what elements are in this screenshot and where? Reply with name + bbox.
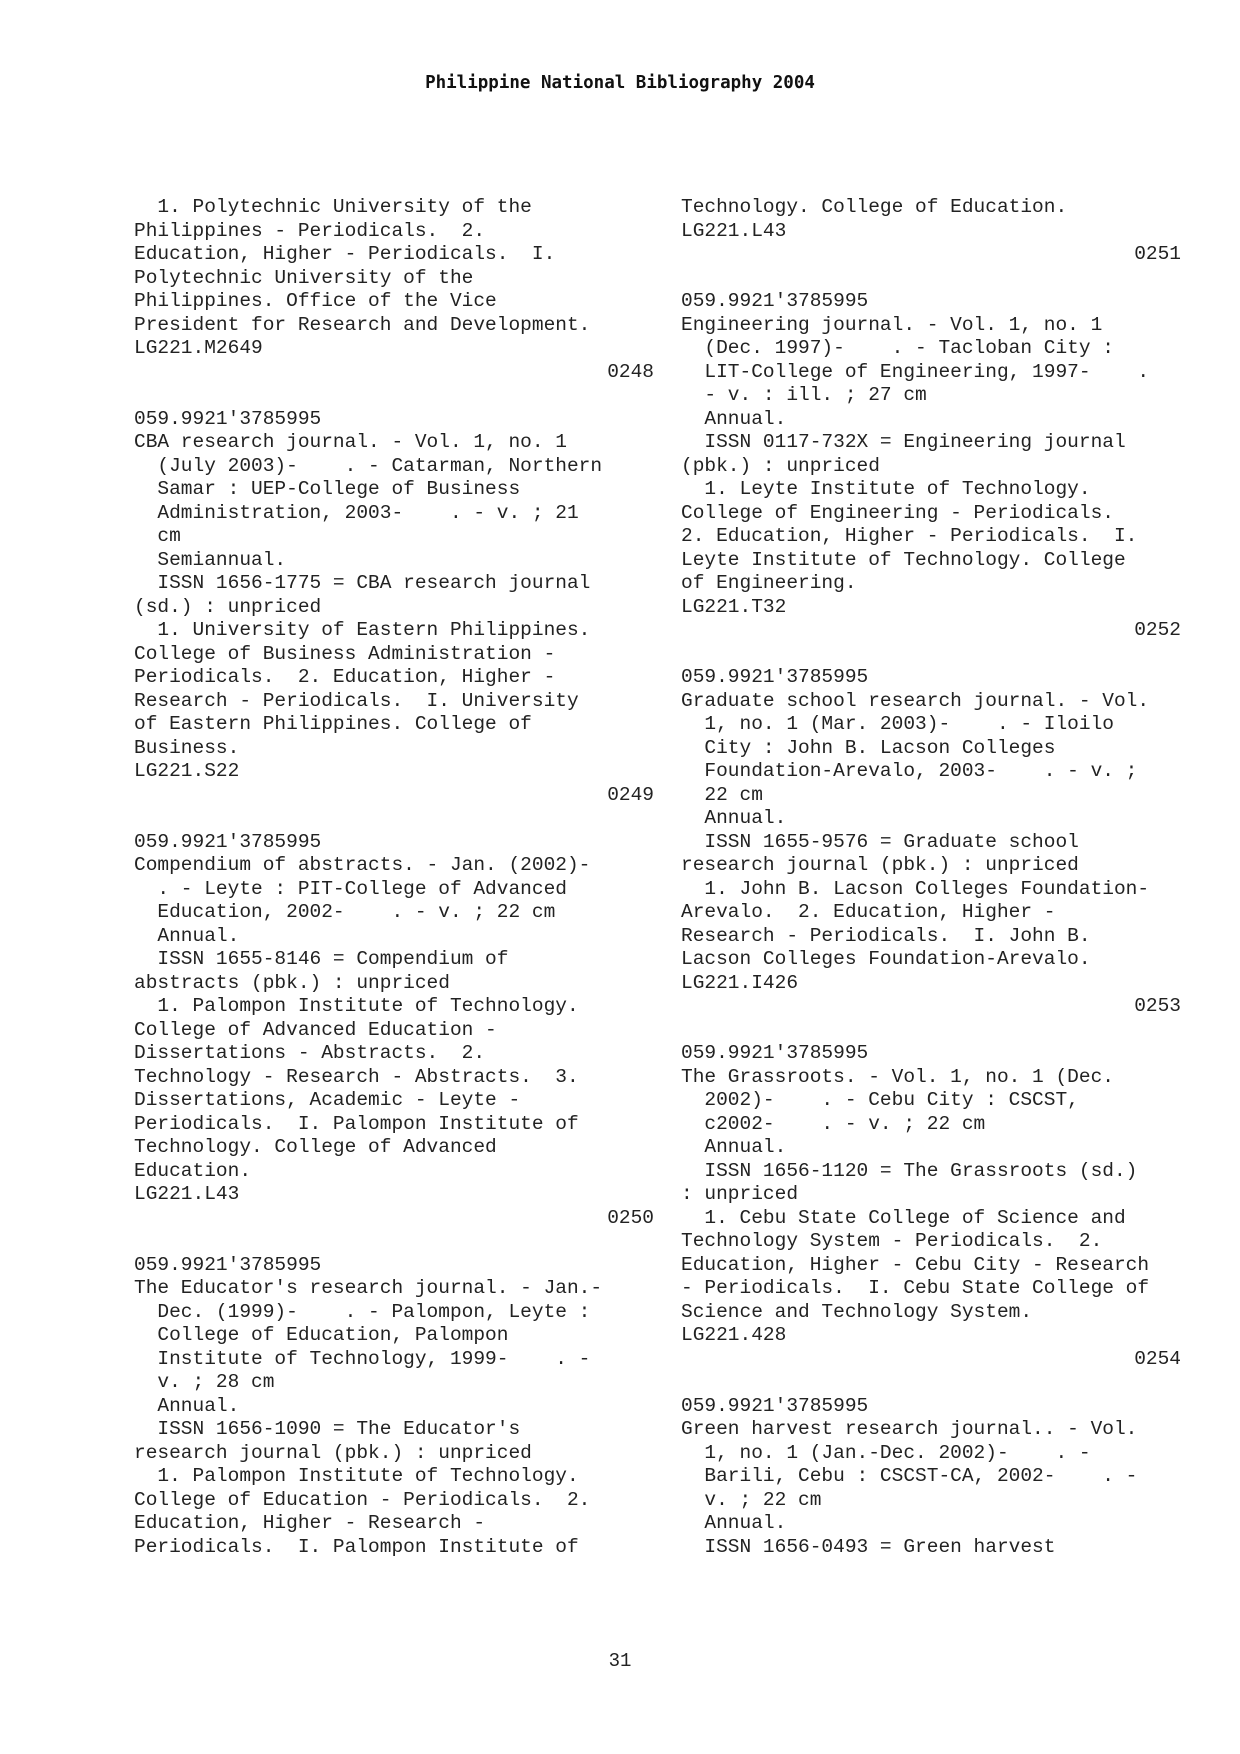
text-line: Technology - Research - Abstracts. 3. [134, 1065, 579, 1088]
record-number-text: 0249 [607, 783, 654, 806]
text-line: LG221.S22 [134, 760, 240, 782]
record-number-text: 0252 [1134, 619, 1181, 641]
text-line: LG221.I426 [681, 971, 799, 994]
right-column [681, 196, 1181, 1559]
record-number-text: 0251 [1134, 243, 1181, 265]
text-line: 059.9921'3785995 [134, 1253, 322, 1276]
text-line: - Periodicals. I. Cebu State College of [681, 1277, 1150, 1299]
text-line: 059.9921'3785995 [681, 1394, 869, 1417]
text-line: Philippines. Office of the Vice [134, 290, 497, 312]
text-line: 059.9921'3785995 [681, 1042, 869, 1064]
text-line: 2. Education, Higher - Periodicals. I. [681, 525, 1138, 547]
record-number [681, 243, 1181, 267]
blank-line [681, 267, 1181, 291]
text-line: College of Education - Periodicals. 2. [134, 1488, 591, 1511]
text-line: Research - Periodicals. I. University [134, 689, 579, 712]
text-line: 059.9921'3785995 [681, 290, 869, 312]
blank-line [681, 643, 1181, 667]
text-line: ISSN 1656-1775 = CBA research journal [134, 572, 591, 594]
text-line: 1. Polytechnic University of the [134, 196, 532, 218]
text-line: Education, Higher - Cebu City - Research [681, 1253, 1150, 1276]
page-title: Philippine National Bibliography 2004 [425, 73, 815, 93]
blank-line [681, 1019, 1181, 1043]
blank-line [134, 807, 654, 831]
record-number-text: 0248 [607, 360, 654, 383]
text-line: Annual. [134, 1394, 240, 1417]
text-line: 22 cm [681, 783, 763, 806]
record-number [134, 361, 654, 385]
text-line: 1. University of Eastern Philippines. [134, 619, 591, 641]
text-line: Compendium of abstracts. - Jan. (2002)- [134, 854, 591, 876]
text-line: Technology. College of Advanced [134, 1136, 497, 1158]
text-line: City : John B. Lacson Colleges [681, 736, 1056, 759]
page-number: 31 [608, 1650, 632, 1672]
blank-line [134, 384, 654, 408]
record-number [134, 1207, 654, 1231]
text-line: Dec. (1999)- . - Palompon, Leyte : [134, 1300, 591, 1323]
text-line: Periodicals. I. Palompon Institute of [134, 1112, 579, 1135]
text-line: ISSN 0117-732X = Engineering journal [681, 431, 1126, 453]
text-line: 1, no. 1 (Jan.-Dec. 2002)- . - [681, 1441, 1091, 1464]
text-line: Annual. [681, 407, 787, 430]
text-line: LG221.M2649 [134, 337, 263, 359]
text-line: Science and Technology System. [681, 1300, 1033, 1323]
record-number [681, 619, 1181, 643]
text-line: Institute of Technology, 1999- . - [134, 1347, 591, 1370]
text-line: Engineering journal. - Vol. 1, no. 1 [681, 313, 1103, 336]
text-line: 1, no. 1 (Mar. 2003)- . - Iloilo [681, 713, 1114, 735]
text-line: ISSN 1655-9576 = Graduate school [681, 830, 1079, 853]
text-line: Technology System - Periodicals. 2. [681, 1230, 1103, 1252]
text-line: Periodicals. I. Palompon Institute of [134, 1535, 579, 1558]
text-line: LG221.T32 [681, 595, 787, 618]
text-line: Annual. [681, 1136, 787, 1158]
text-line: ISSN 1656-1120 = The Grassroots (sd.) [681, 1159, 1138, 1182]
text-line: College of Advanced Education - [134, 1018, 497, 1041]
text-line: Technology. College of Education. [681, 196, 1068, 218]
text-line: cm [134, 525, 181, 547]
record-number [681, 1348, 1181, 1372]
text-line: (sd.) : unpriced [134, 595, 322, 618]
text-line: 059.9921'3785995 [134, 407, 322, 430]
text-line: College of Engineering - Periodicals. [681, 501, 1114, 524]
text-line: Education, Higher - Periodicals. I. [134, 243, 556, 265]
text-line: CBA research journal. - Vol. 1, no. 1 [134, 431, 567, 453]
record-number-text: 0250 [607, 1206, 654, 1229]
text-line: - v. : ill. ; 27 cm [681, 384, 927, 406]
text-line: Barili, Cebu : CSCST-CA, 2002- . - [681, 1465, 1138, 1487]
text-line: (July 2003)- . - Catarman, Northern [134, 454, 603, 477]
text-line: Lacson Colleges Foundation-Arevalo. [681, 948, 1091, 970]
text-line: LIT-College of Engineering, 1997- . [681, 360, 1150, 383]
text-line: Foundation-Arevalo, 2003- . - v. ; [681, 760, 1138, 782]
text-line: : unpriced [681, 1183, 799, 1205]
text-line: ISSN 1655-8146 = Compendium of [134, 948, 509, 970]
text-line: 059.9921'3785995 [134, 830, 322, 853]
text-line: Polytechnic University of the [134, 266, 474, 289]
record-number-text: 0254 [1134, 1347, 1181, 1370]
text-line: abstracts (pbk.) : unpriced [134, 971, 450, 994]
text-line: Green harvest research journal.. - Vol. [681, 1418, 1138, 1440]
text-line: Administration, 2003- . - v. ; 21 [134, 501, 579, 524]
text-line: Education. [134, 1159, 252, 1182]
text-line: ISSN 1656-1090 = The Educator's [134, 1418, 521, 1440]
text-line: 1. Palompon Institute of Technology. [134, 995, 579, 1017]
text-line: 1. Palompon Institute of Technology. [134, 1465, 579, 1487]
text-line: President for Research and Development. [134, 313, 591, 336]
text-line: c2002- . - v. ; 22 cm [681, 1112, 986, 1135]
text-line: LG221.L43 [681, 219, 787, 242]
text-line: Leyte Institute of Technology. College [681, 548, 1126, 571]
text-line: (Dec. 1997)- . - Tacloban City : [681, 337, 1114, 359]
record-number [134, 784, 654, 808]
text-line: Dissertations, Academic - Leyte - [134, 1089, 521, 1111]
text-line: 1. John B. Lacson Colleges Foundation- [681, 877, 1150, 900]
text-line: Samar : UEP-College of Business [134, 478, 521, 500]
text-line: Semiannual. [134, 548, 287, 571]
text-line: Annual. [681, 1512, 787, 1534]
text-line: Education, Higher - Research - [134, 1512, 486, 1534]
text-line: research journal (pbk.) : unpriced [681, 854, 1079, 876]
text-line: of Engineering. [681, 572, 857, 594]
text-line: 1. Leyte Institute of Technology. [681, 478, 1091, 500]
text-line: (pbk.) : unpriced [681, 454, 880, 477]
text-line: Philippines - Periodicals. 2. [134, 219, 486, 242]
text-line: Periodicals. 2. Education, Higher - [134, 666, 556, 688]
text-line: Dissertations - Abstracts. 2. [134, 1042, 486, 1064]
text-line: College of Education, Palompon [134, 1324, 509, 1346]
text-line: 059.9921'3785995 [681, 666, 869, 688]
text-line: Business. [134, 736, 240, 759]
record-number-text: 0253 [1134, 995, 1181, 1017]
text-line: The Educator's research journal. - Jan.- [134, 1277, 603, 1299]
left-column [134, 196, 654, 1559]
text-line: Education, 2002- . - v. ; 22 cm [134, 901, 556, 923]
text-line: Graduate school research journal. - Vol. [681, 689, 1150, 712]
text-line: College of Business Administration - [134, 642, 556, 665]
text-line: Annual. [681, 807, 787, 829]
blank-line [681, 1371, 1181, 1395]
text-line: Annual. [134, 924, 240, 947]
blank-line [134, 1230, 654, 1254]
text-line: Arevalo. 2. Education, Higher - [681, 901, 1056, 923]
text-line: ISSN 1656-0493 = Green harvest [681, 1535, 1056, 1558]
text-line: The Grassroots. - Vol. 1, no. 1 (Dec. [681, 1065, 1114, 1088]
text-line: Research - Periodicals. I. John B. [681, 924, 1091, 947]
text-line: LG221.428 [681, 1324, 787, 1346]
record-number [681, 995, 1181, 1019]
text-line: 2002)- . - Cebu City : CSCST, [681, 1089, 1079, 1111]
text-line: 1. Cebu State College of Science and [681, 1206, 1126, 1229]
text-line: v. ; 22 cm [681, 1488, 822, 1511]
text-line: of Eastern Philippines. College of [134, 713, 532, 735]
text-line: . - Leyte : PIT-College of Advanced [134, 877, 567, 900]
text-line: LG221.L43 [134, 1183, 240, 1205]
text-line: v. ; 28 cm [134, 1371, 275, 1393]
text-line: research journal (pbk.) : unpriced [134, 1441, 532, 1464]
